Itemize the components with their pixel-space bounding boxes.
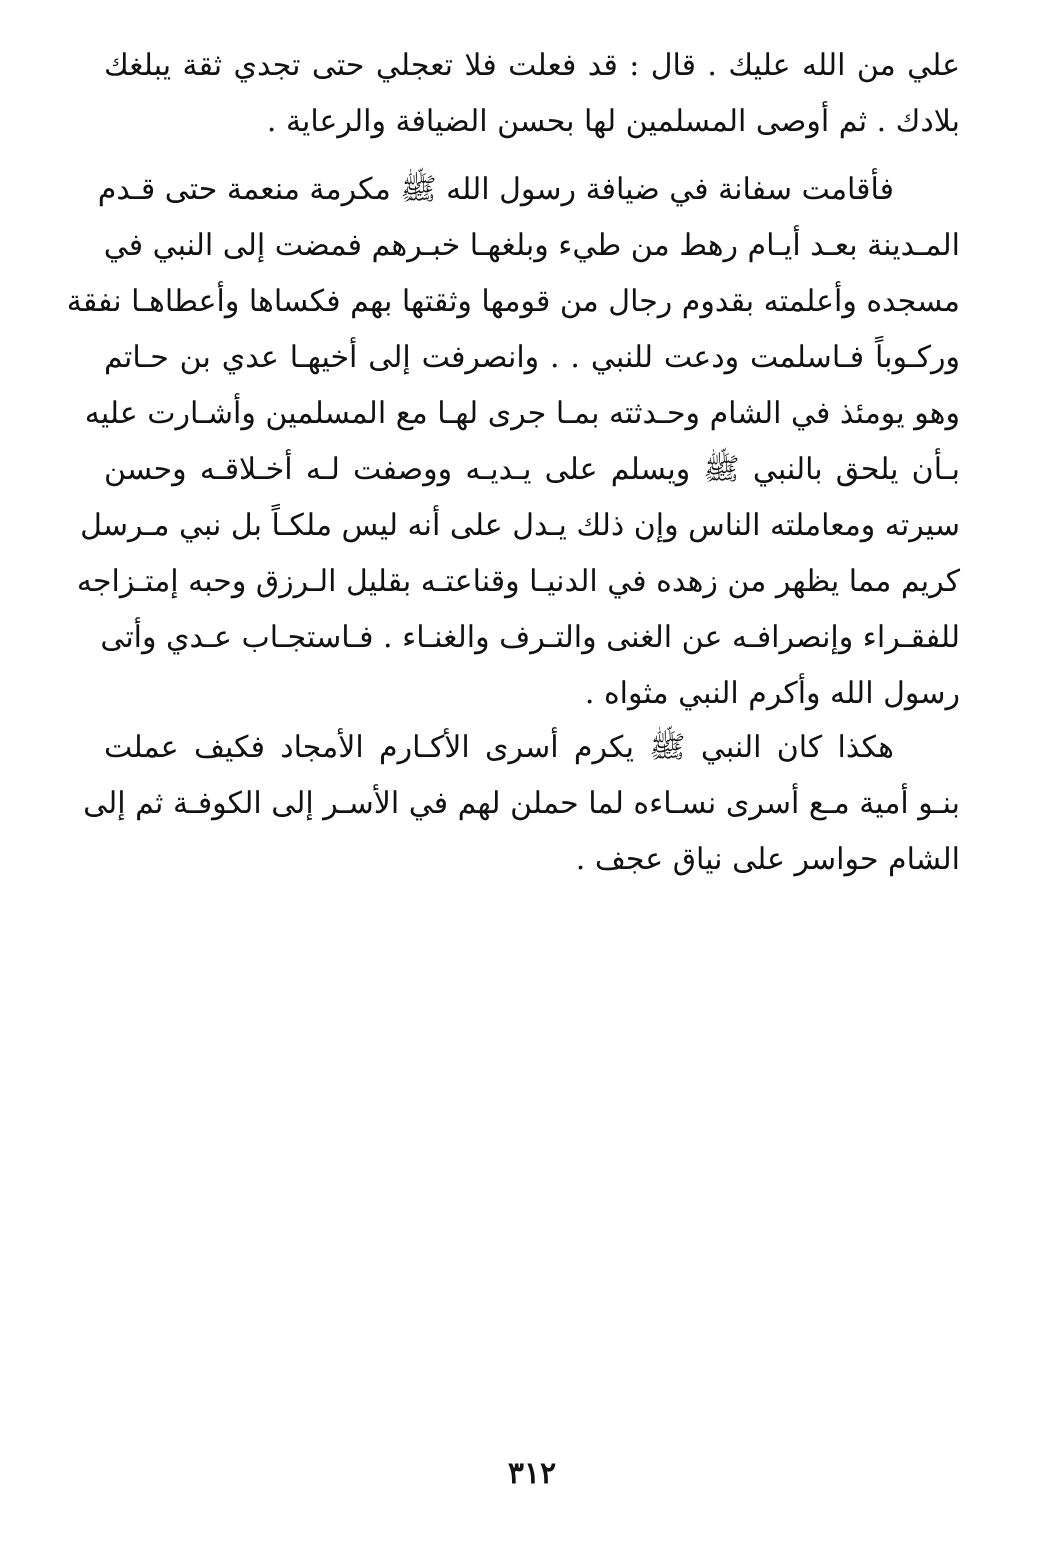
text-line: بـأن يلحق بالنبي ﷺ ويسلم على يـديـه ووصفت لـه أخـلاقـه وحسن — [104, 452, 960, 487]
text-line: وهو يومئذ في الشام وحـدثته بمـا جرى لهـا مع المسلمين وأشـارت عليه — [84, 396, 960, 431]
text-line: علي من الله عليك . قال : قد فعلت فلا تعجلي حتى تجدي ثقة يبلغك — [104, 48, 960, 83]
text-line: فأقامت سفانة في ضيافة رسول الله ﷺ مكرمة منعمة حتى قـدم — [97, 172, 894, 207]
paragraph-1 — [104, 38, 960, 150]
text-line: المـدينة بعـد أيـام رهط من طيء وبلغهـا خبـرهم فمضت إلى النبي في — [103, 228, 960, 263]
page-number: ٣١٢ — [507, 1456, 557, 1491]
text-line: كريم مما يظهر من زهده في الدنيـا وقناعتـه بقليل الـرزق وحبه إمتـزاجه — [76, 564, 960, 599]
text-line: بلادك . ثم أوصى المسلمين لها بحسن الضيافة والرعاية . — [266, 104, 960, 139]
paragraph-3 — [83, 720, 960, 888]
text-line: للفقـراء وإنصرافـه عن الغنى والتـرف والغنـاء . فـاستجـاب عـدي وأتى — [100, 620, 960, 655]
text-line: الشام حواسر على نياق عجف . — [575, 842, 960, 877]
text-line: رسول الله وأكرم النبي مثواه . — [584, 676, 960, 711]
text-line: وركـوباً فـاسلمت ودعت للنبي . . وانصرفت إلى أخيهـا عدي بن حـاتم — [104, 340, 960, 375]
paragraph-2 — [66, 162, 960, 722]
text-line: بنـو أمية مـع أسرى نسـاءه لما حملن لهم في الأسـر إلى الكوفـة ثم إلى — [83, 786, 960, 821]
text-line: سيرته ومعاملته الناس وإن ذلك يـدل على أنه ليس ملكـاً بل نبي مـرسل — [80, 508, 960, 543]
text-line: مسجده وأعلمته بقدوم رجال من قومها وثقتها بهم فكساها وأعطاهـا نفقة — [66, 284, 960, 319]
text-line: هكذا كان النبي ﷺ يكرم أسرى الأكـارم الأمجاد فكيف عملت — [104, 730, 894, 765]
